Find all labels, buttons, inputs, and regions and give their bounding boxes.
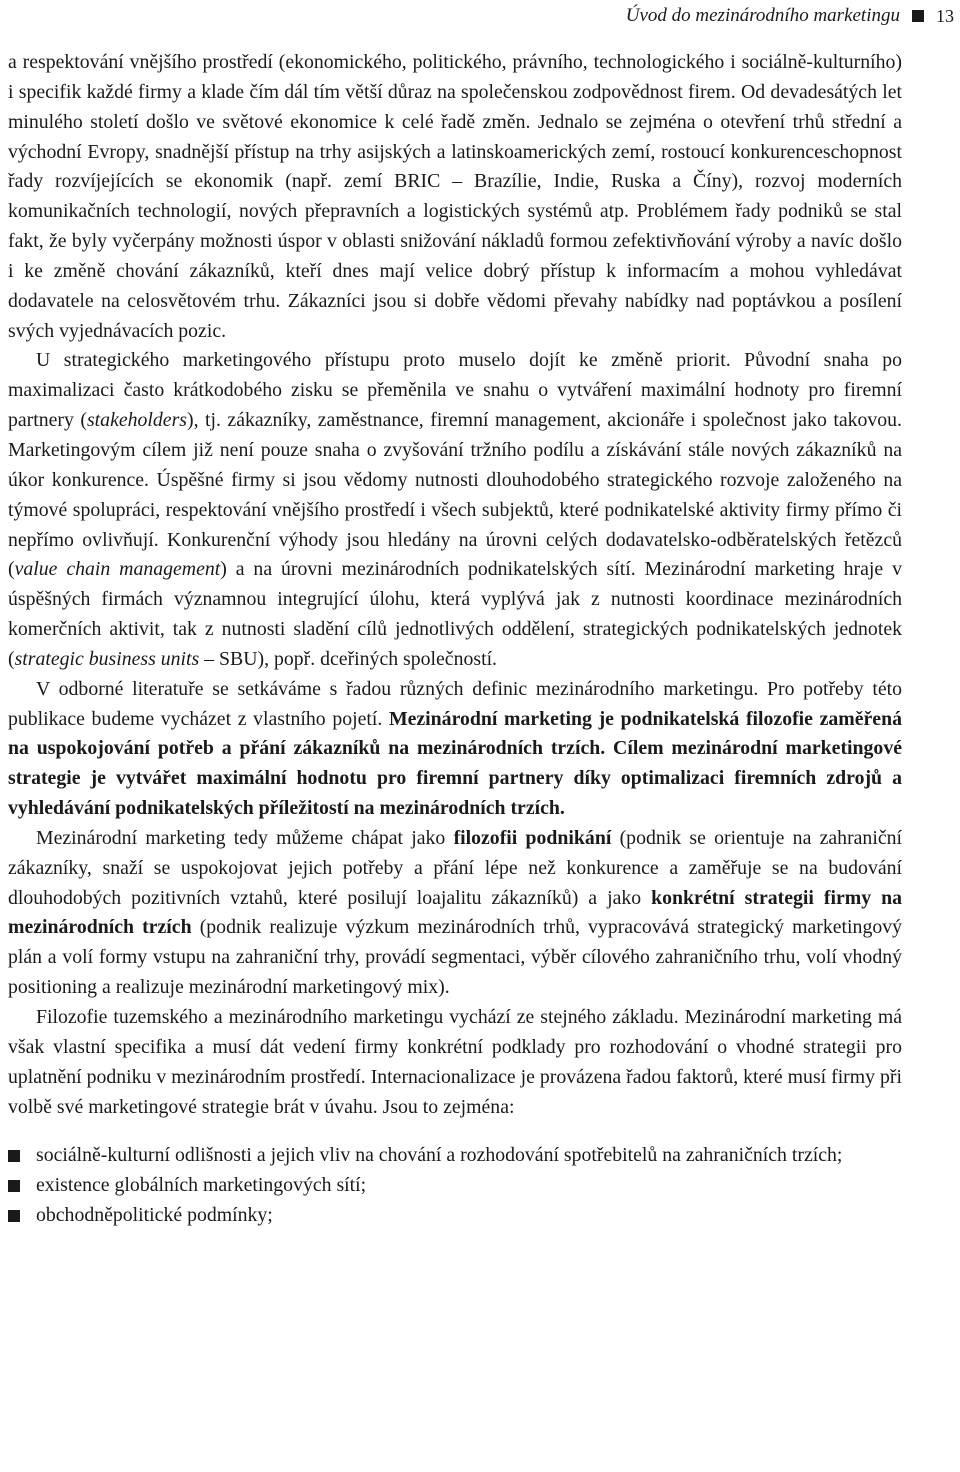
paragraph-2-text-c: ) a na úrovni mezinárodních podnikatelských sítí. Mezinárodní marketing hraje v úspěšných firmách významnou integrující úlohu, která vyplývá jak z nutnosti koordinace mezinárodních komerčních aktivit, tak z nutnosti sladění cílů jednotlivých oddělení, strategických podnikatelských jednotek ( — [8, 558, 902, 670]
definition-bold: Mezinárodní marketing je podnikatelská filozofie zaměřená na uspokojování potřeb a přání zákazníků na mezinárodních trzích. Cílem mezinárodní marketingové strategie je vytvářet maximální hodnotu pro firemní partnery díky optimalizaci firemních zdrojů a vyhledávání podnikatelských příležitostí na mezinárodních trzích. — [8, 707, 902, 820]
paragraph-5-text: Filozofie tuzemského a mezinárodního marketingu vychází ze stejného základu. Mezinárodní marketing má však vlastní specifika a musí dát vedení firmy konkrétní podklady pro rozhodování o vhodné strategii pro uplatnění podniku v mezinárodním prostředí. Internacionalizace je provázena řadou faktorů, které musí firmy při volbě své marketingové strategie brát v úvahu. Jsou to zejména: — [8, 1006, 902, 1118]
square-bullet-icon — [912, 10, 924, 22]
square-bullet-icon — [8, 1150, 20, 1162]
paragraph-1 — [8, 48, 902, 346]
list-item — [8, 1141, 902, 1171]
paragraph-3-text: V odborné literatuře se setkáváme s řadou různých definic mezinárodního marketingu. Pro potřeby této publikace budeme vycházet z vlastního pojetí. — [8, 677, 902, 730]
square-bullet-icon — [8, 1210, 20, 1222]
page-number: 13 — [936, 5, 954, 26]
paragraph-1-text: a respektování vnějšího prostředí (ekonomického, politického, právního, technologického i sociálně-kulturního) i specifik každé firmy a klade čím dál tím větší důraz na společenskou zodpovědnost firem. Od devadesátých let minulého století došlo ve světové ekonomice k celé řadě změn. Jednalo se zejména o otevření trhů střední a východní Evropy, snadnější přístup na trhy asijských a latinskoamerických zemí, rostoucí konkurenceschopnost řady rozvíjejících se ekonomik (např. zemí BRIC – Brazílie, Indie, Ruska a Číny), rozvoj moderních komunikačních technologií, nových přepravních a logistických systémů atp. Problémem řady podniků se stal fakt, že byly vyčerpány možnosti úspor v oblasti snižování nákladů formou zefektivňování výroby a navíc došlo i ke změně chování zákazníků, kteří dnes mají velice dobrý přístup k informacím a mohou vyhledávat dodavatele na celosvětovém trhu. Zákazníci jsou si dobře vědomi převahy nabídky nad poptávkou a posílení svých vyjednávacích pozic. — [8, 51, 902, 342]
paragraph-5 — [8, 1003, 902, 1122]
list-item-text: obchodněpolitické podmínky; — [36, 1204, 273, 1227]
list-item-text: existence globálních marketingových sítí; — [36, 1174, 367, 1197]
paragraph-3 — [8, 675, 902, 824]
factor-list — [8, 1141, 902, 1231]
list-item — [8, 1171, 902, 1201]
term-konkretni-strategie: konkrétní strategii firmy na mezinárodních trzích — [8, 886, 902, 939]
term-stakeholders: stakeholders — [86, 409, 187, 432]
term-filozofie-podnikani: filozofii podnikání — [453, 826, 612, 849]
term-strategic-business-units: strategic business units — [14, 647, 200, 670]
list-item-text: sociálně-kulturní odlišnosti a jejich vliv na chování a rozhodování spotřebitelů na zahraničních trzích; — [36, 1144, 843, 1167]
paragraph-2-text-d: – SBU), popř. dceřiných společností. — [199, 647, 498, 670]
square-bullet-icon — [8, 1180, 20, 1192]
body-text — [8, 48, 902, 1231]
list-item — [8, 1201, 902, 1231]
paragraph-4-text-c: (podnik realizuje výzkum mezinárodních trhů, vypracovává strategický marketingový plán a volí formy vstupu na zahraniční trhy, provádí segmentaci, výběr cílového zahraničního trhu, volí vhodný positioning a realizuje mezinárodní marketingový mix). — [8, 916, 903, 999]
header-title: Úvod do mezinárodního marketingu — [625, 5, 900, 26]
paragraph-4 — [8, 824, 902, 1003]
paragraph-2-text-a: U strategického marketingového přístupu proto muselo dojít ke změně priorit. Původní snaha po maximalizaci často krátkodobého zisku se přeměnila ve snahu o vytváření maximální hodnoty pro firemní partnery ( — [8, 349, 902, 432]
paragraph-4-text-b: (podnik se orientuje na zahraniční zákazníky, snaží se uspokojovat jejich potřeby a přání lépe než konkurence a zaměřuje se na budování dlouhodobých pozitivních vztahů, které posilují loajalitu zákazníků) a jako — [8, 826, 902, 909]
term-value-chain-management: value chain management — [14, 558, 221, 581]
paragraph-4-text-a: Mezinárodní marketing tedy můžeme chápat jako — [36, 826, 454, 849]
paragraph-2 — [8, 346, 902, 674]
running-header — [626, 2, 954, 30]
paragraph-2-text-b: ), tj. zákazníky, zaměstnance, firemní management, akcionáře i společnost jako takovou. Marketingovým cílem již není pouze snaha o zvyšování tržního podílu a získávání stále nových zákazníků na úkor konkurence. Úspěšné firmy si jsou vědomy nutnosti dlouhodobého strategického rozvoje založeného na týmové spolupráci, respektování vnějšího prostředí i všech subjektů, které podnikatelské aktivity firmy přímo či nepřímo ovlivňují. Konkurenční výhody jsou hledány na úrovni celých dodavatelsko-odběratelských řetězců ( — [8, 409, 902, 581]
